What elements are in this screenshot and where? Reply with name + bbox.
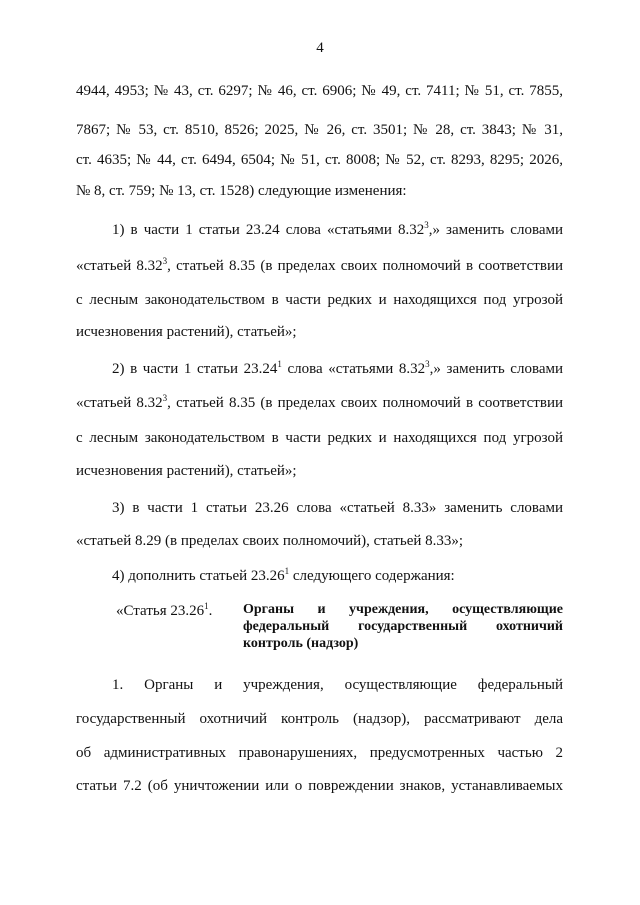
text-line: с лесным законодательством в части редких и находящихся под угрозой xyxy=(76,292,563,308)
amendment-item-3: 3) в части 1 статьи 23.26 слова «статьей 8.33» заменить словами xyxy=(112,500,563,516)
article-title-line: контроль (надзор) xyxy=(243,636,359,651)
text-line: 4944, 4953; № 43, ст. 6297; № 46, ст. 6906; № 49, ст. 7411; № 51, ст. 7855, xyxy=(76,83,563,99)
article-title-line: федеральный государственный охотничий xyxy=(243,619,563,634)
text-line: исчезновения растений), статьей»; xyxy=(76,324,297,340)
article-label: «Статья 23.26$^1$. xyxy=(116,601,213,619)
amendment-item-2: 2) в части 1 статьи 23.24$^1$ слова «статьями 8.32$^3$,» заменить словами xyxy=(112,359,564,377)
article-title-line: Органы и учреждения, осуществляющие xyxy=(243,602,563,617)
amendment-item-4: 4) дополнить статьей 23.26$^1$ следующего содержания: xyxy=(112,566,455,584)
text-line: «статьей 8.32$^3$, статьей 8.35 (в пределах своих полномочий в соответствии xyxy=(76,256,563,274)
article-title xyxy=(243,601,563,652)
text-line: об административных правонарушениях, предусмотренных частью 2 xyxy=(76,745,563,761)
text-line: с лесным законодательством в части редких и находящихся под угрозой xyxy=(76,430,563,446)
text-line: «статьей 8.32$^3$, статьей 8.35 (в пределах своих полномочий в соответствии xyxy=(76,393,563,411)
text-line: «статьей 8.29 (в пределах своих полномочий), статьей 8.33»; xyxy=(76,533,464,549)
text-line: 7867; № 53, ст. 8510, 8526; 2025, № 26, ст. 3501; № 28, ст. 3843; № 31, xyxy=(76,122,563,138)
text-line: статьи 7.2 (об уничтожении или о повреждении знаков, устанавливаемых xyxy=(76,778,563,794)
page-number: 4 xyxy=(316,40,324,56)
text-line: государственный охотничий контроль (надзор), рассматривают дела xyxy=(76,711,563,727)
text-line: № 8, ст. 759; № 13, ст. 1528) следующие изменения: xyxy=(76,183,407,199)
paragraph-1-line: 1. Органы и учреждения, осуществляющие федеральный xyxy=(112,677,563,693)
amendment-item-1: 1) в части 1 статьи 23.24 слова «статьями 8.32$^3$,» заменить словами xyxy=(112,220,564,238)
text-line: ст. 4635; № 44, ст. 6494, 6504; № 51, ст. 8008; № 52, ст. 8293, 8295; 2026, xyxy=(76,152,563,168)
text-line: исчезновения растений), статьей»; xyxy=(76,463,297,479)
